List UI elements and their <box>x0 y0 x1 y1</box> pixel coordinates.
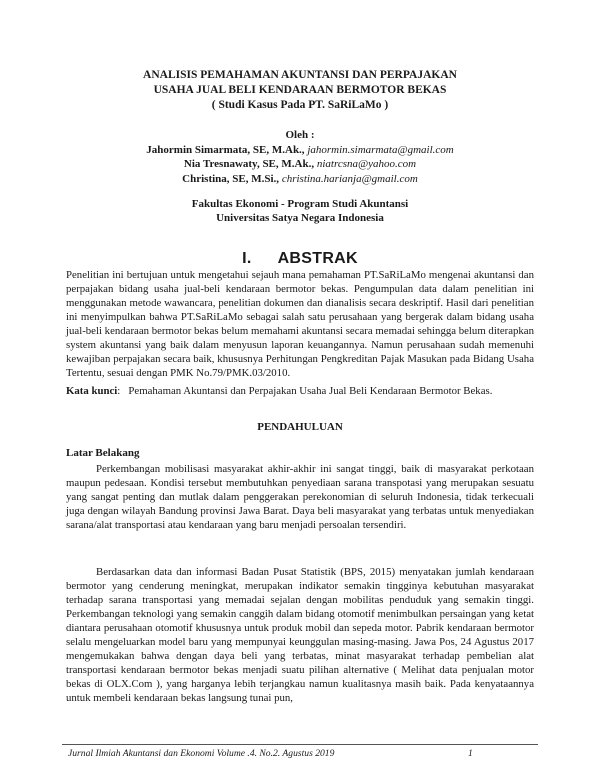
author-name: Nia Tresnawaty, SE, M.Ak., <box>183 158 315 170</box>
section-heading: PENDAHULUAN <box>257 421 343 433</box>
author-2 <box>60 157 540 172</box>
footer-journal: Jurnal Ilmiah Akuntansi dan Ekonomi Volume .4. No.2. Agustus 2019 <box>68 748 335 759</box>
oleh-label: Oleh : <box>285 129 315 141</box>
author-name: Jahormin Simarmata, SE, M.Ak., <box>146 143 305 156</box>
affiliation-university: Universitas Satya Negara Indonesia <box>216 212 384 224</box>
author-email: christina.harianja@gmail.com <box>281 172 418 185</box>
page-number: 1 <box>468 748 473 759</box>
author-3 <box>60 172 540 187</box>
author-name: Christina, SE, M.Si., <box>182 172 280 185</box>
author-email: niatrcsna@yahoo.com <box>316 158 417 170</box>
keywords-text: Pemahaman Akuntansi dan Perpajakan Usaha Jual Beli Kendaraan Bermotor Bekas. <box>128 385 493 397</box>
keywords-label: Kata kunci <box>66 385 118 397</box>
author-block <box>60 128 540 186</box>
abstract-title: ABSTRAK <box>277 250 358 267</box>
affiliation <box>60 197 540 225</box>
abstract-number: I. <box>242 250 252 267</box>
keywords-colon: : <box>117 385 121 397</box>
footer-rule <box>62 744 538 745</box>
title-line-2: USAHA JUAL BELI KENDARAAN BERMOTOR BEKAS <box>153 84 447 96</box>
paper-title <box>60 68 540 113</box>
affiliation-faculty: Fakultas Ekonomi - Program Studi Akuntansi <box>191 198 409 210</box>
title-line-1: ANALISIS PEMAHAMAN AKUNTANSI DAN PERPAJAKAN <box>143 69 457 81</box>
author-1 <box>60 143 540 158</box>
body-paragraph-2: Berdasarkan data dan informasi Badan Pusat Statistik (BPS, 2015) menyatakan jumlah kendaraan bermotor yang cenderung meningkat, merupakan indikator semakin tingginya kebutuhan masyarakat terhadap sarana transportasi yang memadai sejalan dengan mobilitas penduduk yang semakin tinggi. Perkembangan teknologi yang semakin canggih dalam bidang otomotif menimbulkan persaingan yang ketat diantara perusahaan otomotif khususnya untuk produk mobil dan sepeda motor. Pabrik kendaraan bermotor selalu mengeluarkan model baru yang mempunyai keunggulan masing-masing. Jawa Pos, 24 Agustus 2017 mengemukakan bahwa dengan daya beli yang terbatas, minat masyarakat terhadap pembelian alat transportasi kendaraan bermotor bekas menjadi suatu pilihan alternative ( Melihat data penjualan motor bekas di OLX.Com ), yang harganya lebih terjangkau namun kualitasnya masih baik. Pada kenyataannya untuk membeli kendaraan bekas langsung tunai pun, <box>66 566 534 704</box>
abstract-heading <box>60 250 540 268</box>
author-email: jahormin.simarmata@gmail.com <box>307 143 454 156</box>
subsection-heading: Latar Belakang <box>66 447 140 459</box>
keywords <box>66 384 534 398</box>
title-line-3: ( Studi Kasus Pada PT. SaRiLaMo ) <box>211 99 389 111</box>
abstract-text: Penelitian ini bertujuan untuk mengetahui sejauh mana pemahaman PT.SaRiLaMo mengenai akuntansi dan perpajakan bidang usaha jual-beli kendaraan bermotor bekas. Pengumpulan data dalam penelitian ini menggunakan metode wawancara, penelitian dokumen dan dianalisis secara deskriptif. Hasil dari penelitian ini menyimpulkan bahwa PT.SaRiLaMo sebagai salah satu perusahaan yang bergerak dalam bidang usaha jual-beli kendaraan bermotor bekas belum memahami akuntansi secara memadai sehingga belum diterapkan system akuntansi yang baik dalam menyusun laporan keuangannya. Namun perusahaan sudah memenuhi kewajiban perpajakan secara baik, khususnya Perhitungan Pengkreditan Pajak Masukan pada Bidang Usaha Tertentu, sesuai dengan PMK No.79/PMK.03/2010. <box>66 269 534 379</box>
body-paragraph-1: Perkembangan mobilisasi masyarakat akhir-akhir ini sangat tinggi, baik di masyarakat perkotaan maupun pedesaan. Kondisi tersebut membutuhkan penyediaan sarana transpotasi yang merupakan sesuatu yang sangat penting dan mutlak dalam penggerakan perekonomian di seluruh Indonesia, tidak terkecuali juga dengan wilayah Bandung provinsi Jawa Barat. Daya beli masyarakat yang terbatas untuk menyediakan sarana/alat transportasi atau kendaraan yang baru menjadi persoalan tersendiri. <box>66 463 534 531</box>
